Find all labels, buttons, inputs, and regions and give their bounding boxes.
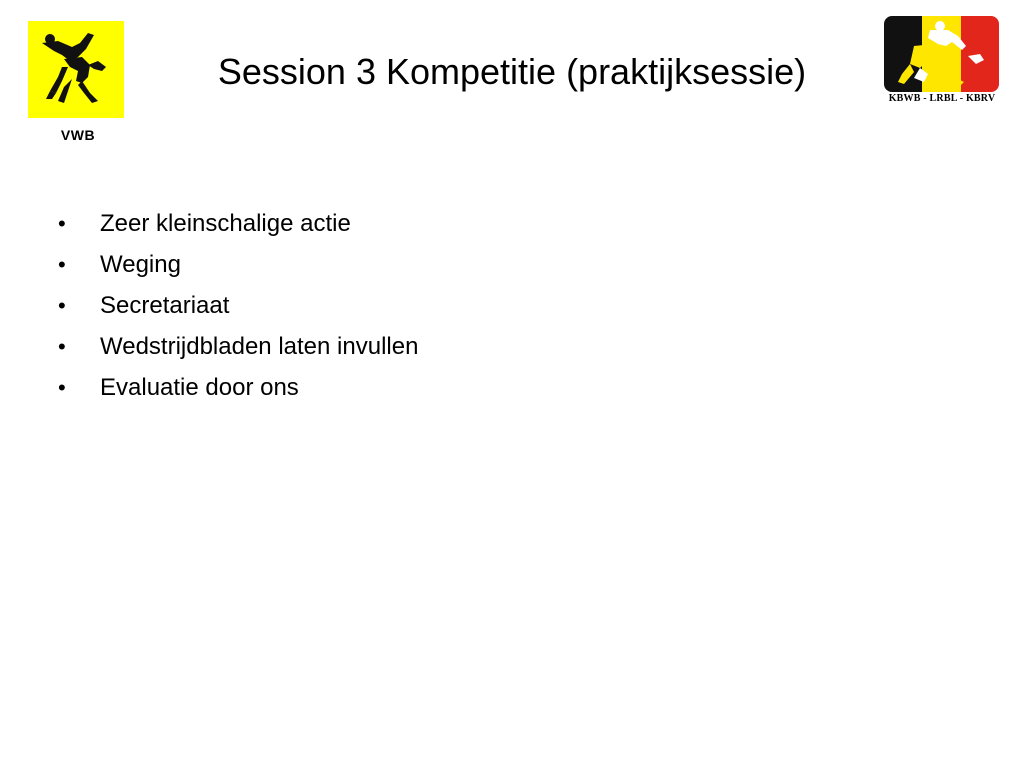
bullet-list <box>58 210 418 415</box>
list-item <box>58 333 418 374</box>
list-item <box>58 251 418 292</box>
list-item <box>58 292 418 333</box>
vwb-logo-caption: VWB <box>60 127 96 143</box>
bullet-text: Wedstrijdbladen laten invullen <box>100 333 419 360</box>
bullet-text: Weging <box>100 251 181 278</box>
bullet-text: Evaluatie door ons <box>100 374 299 401</box>
wrestlers-flag-icon <box>884 16 999 92</box>
bullet-text: Zeer kleinschalige actie <box>100 210 351 237</box>
bullet-marker: • <box>58 334 66 359</box>
slide-title: Session 3 Kompetitie (praktijksessie) <box>217 51 807 92</box>
bullet-marker: • <box>58 375 66 400</box>
bullet-marker: • <box>58 211 66 236</box>
federation-logo <box>884 16 999 92</box>
federation-logo-caption: KBWB - LRBL - KBRV <box>888 93 996 104</box>
wrestlers-icon <box>28 21 124 118</box>
bullet-marker: • <box>58 293 66 318</box>
bullet-marker: • <box>58 252 66 277</box>
vwb-logo <box>28 21 124 118</box>
bullet-text: Secretariaat <box>100 292 230 319</box>
list-item <box>58 374 418 415</box>
list-item <box>58 210 418 251</box>
